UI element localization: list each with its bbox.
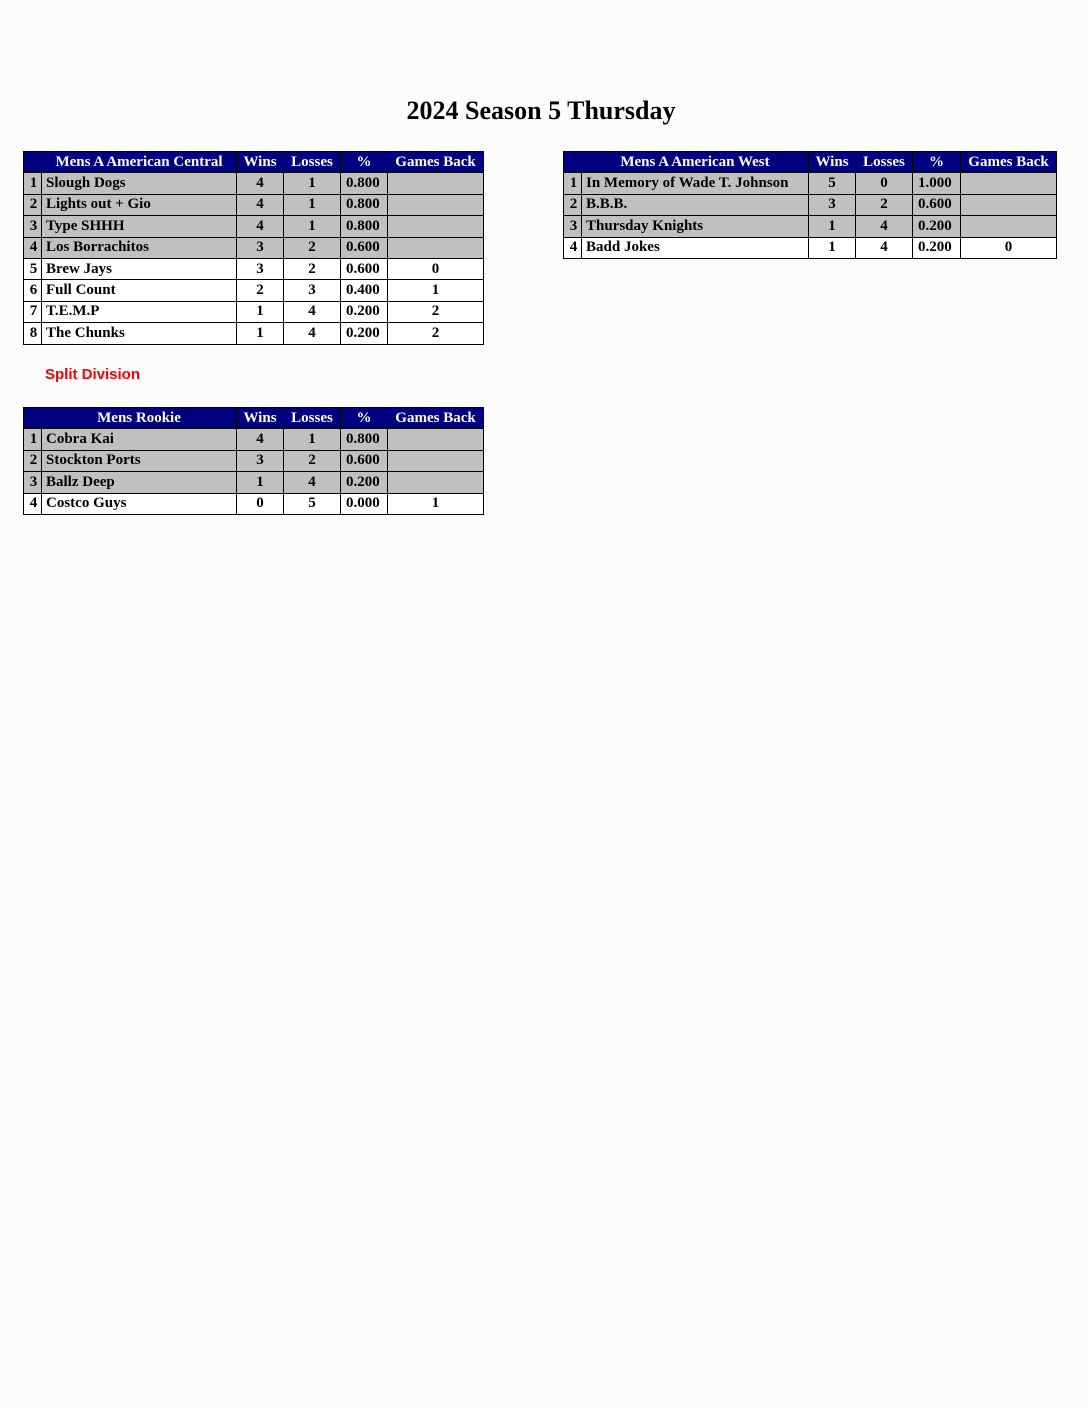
team-name-cell: Badd Jokes	[582, 237, 809, 258]
games-back-cell	[388, 216, 484, 237]
pct-cell: 0.200	[341, 301, 388, 322]
pct-cell: 0.800	[341, 216, 388, 237]
team-name-cell: In Memory of Wade T. Johnson	[582, 173, 809, 194]
rank-cell: 4	[24, 493, 42, 514]
pct-cell: 0.600	[341, 258, 388, 279]
pct-cell: 0.600	[341, 237, 388, 258]
rank-cell: 1	[24, 173, 42, 194]
team-name-cell: T.E.M.P	[42, 301, 237, 322]
games-back-cell: 1	[388, 493, 484, 514]
wins-cell: 4	[237, 429, 284, 450]
rank-cell: 8	[24, 323, 42, 344]
losses-cell: 1	[284, 194, 341, 215]
table-row	[24, 323, 484, 344]
losses-cell: 0	[856, 173, 913, 194]
pct-cell: 0.200	[341, 472, 388, 493]
table-row	[24, 216, 484, 237]
team-name-cell: Type SHHH	[42, 216, 237, 237]
wins-cell: 1	[237, 301, 284, 322]
rank-cell: 6	[24, 280, 42, 301]
rank-cell: 3	[24, 472, 42, 493]
games-back-cell	[961, 194, 1057, 215]
table-row	[24, 472, 484, 493]
table-row	[24, 173, 484, 194]
losses-cell: 4	[284, 301, 341, 322]
games-back-cell: 0	[961, 237, 1057, 258]
pct-cell: 0.200	[913, 216, 961, 237]
table-row	[24, 194, 484, 215]
division-name: Mens Rookie	[42, 408, 237, 429]
losses-cell: 4	[284, 472, 341, 493]
wins-cell: 4	[237, 194, 284, 215]
table-row	[564, 216, 1057, 237]
table-header-row	[564, 152, 1057, 173]
pct-cell: 0.600	[913, 194, 961, 215]
table-row	[24, 280, 484, 301]
rank-cell: 2	[24, 450, 42, 471]
rank-cell: 3	[24, 216, 42, 237]
pct-cell: 0.600	[341, 450, 388, 471]
wins-cell: 5	[809, 173, 856, 194]
losses-cell: 1	[284, 216, 341, 237]
wins-cell: 1	[809, 237, 856, 258]
pct-cell: 0.400	[341, 280, 388, 301]
team-name-cell: Ballz Deep	[42, 472, 237, 493]
wins-cell: 2	[237, 280, 284, 301]
games-back-header: Games Back	[388, 408, 484, 429]
wins-header: Wins	[237, 152, 284, 173]
team-name-cell: Brew Jays	[42, 258, 237, 279]
table-row	[24, 429, 484, 450]
rank-header	[564, 152, 582, 173]
team-name-cell: Stockton Ports	[42, 450, 237, 471]
games-back-cell	[388, 429, 484, 450]
table-row	[24, 493, 484, 514]
games-back-cell	[388, 450, 484, 471]
losses-header: Losses	[856, 152, 913, 173]
rank-cell: 1	[24, 429, 42, 450]
games-back-header: Games Back	[388, 152, 484, 173]
rank-cell: 4	[24, 237, 42, 258]
wins-cell: 1	[809, 216, 856, 237]
games-back-cell: 2	[388, 323, 484, 344]
games-back-cell	[388, 237, 484, 258]
games-back-cell	[961, 216, 1057, 237]
split-division-note: Split Division	[45, 366, 141, 383]
wins-cell: 3	[809, 194, 856, 215]
games-back-cell	[388, 194, 484, 215]
table-row	[24, 301, 484, 322]
games-back-cell	[388, 472, 484, 493]
table-row	[564, 173, 1057, 194]
pct-cell: 0.800	[341, 173, 388, 194]
pct-header: %	[913, 152, 961, 173]
standings-table-rookie	[23, 407, 484, 515]
wins-header: Wins	[237, 408, 284, 429]
losses-cell: 4	[284, 323, 341, 344]
team-name-cell: Full Count	[42, 280, 237, 301]
team-name-cell: Costco Guys	[42, 493, 237, 514]
table-header-row	[24, 152, 484, 173]
wins-cell: 1	[237, 323, 284, 344]
rank-cell: 3	[564, 216, 582, 237]
losses-cell: 2	[284, 450, 341, 471]
losses-cell: 2	[284, 258, 341, 279]
rank-cell: 1	[564, 173, 582, 194]
losses-header: Losses	[284, 152, 341, 173]
losses-header: Losses	[284, 408, 341, 429]
team-name-cell: Cobra Kai	[42, 429, 237, 450]
standings-table-west	[563, 151, 1057, 259]
pct-cell: 0.000	[341, 493, 388, 514]
pct-header: %	[341, 408, 388, 429]
pct-cell: 0.800	[341, 194, 388, 215]
losses-cell: 4	[856, 237, 913, 258]
table-row	[24, 237, 484, 258]
division-name: Mens A American Central	[42, 152, 237, 173]
rank-cell: 5	[24, 258, 42, 279]
losses-cell: 2	[284, 237, 341, 258]
losses-cell: 5	[284, 493, 341, 514]
team-name-cell: Lights out + Gio	[42, 194, 237, 215]
wins-cell: 4	[237, 173, 284, 194]
games-back-cell: 2	[388, 301, 484, 322]
team-name-cell: The Chunks	[42, 323, 237, 344]
table-header-row	[24, 408, 484, 429]
standings-table-central	[23, 151, 484, 345]
games-back-cell	[961, 173, 1057, 194]
rank-cell: 2	[24, 194, 42, 215]
wins-cell: 0	[237, 493, 284, 514]
pct-cell: 1.000	[913, 173, 961, 194]
wins-cell: 3	[237, 450, 284, 471]
rank-cell: 4	[564, 237, 582, 258]
team-name-cell: B.B.B.	[582, 194, 809, 215]
table-row	[24, 258, 484, 279]
rank-header	[24, 152, 42, 173]
losses-cell: 1	[284, 429, 341, 450]
rank-cell: 7	[24, 301, 42, 322]
wins-cell: 3	[237, 258, 284, 279]
losses-cell: 4	[856, 216, 913, 237]
wins-cell: 4	[237, 216, 284, 237]
games-back-cell	[388, 173, 484, 194]
losses-cell: 2	[856, 194, 913, 215]
rank-cell: 2	[564, 194, 582, 215]
losses-cell: 3	[284, 280, 341, 301]
wins-header: Wins	[809, 152, 856, 173]
table-row	[564, 237, 1057, 258]
page-title: 2024 Season 5 Thursday	[406, 96, 676, 125]
table-row	[24, 450, 484, 471]
games-back-header: Games Back	[961, 152, 1057, 173]
team-name-cell: Los Borrachitos	[42, 237, 237, 258]
pct-cell: 0.200	[913, 237, 961, 258]
wins-cell: 3	[237, 237, 284, 258]
team-name-cell: Thursday Knights	[582, 216, 809, 237]
table-row	[564, 194, 1057, 215]
pct-header: %	[341, 152, 388, 173]
games-back-cell: 1	[388, 280, 484, 301]
rank-header	[24, 408, 42, 429]
pct-cell: 0.200	[341, 323, 388, 344]
team-name-cell: Slough Dogs	[42, 173, 237, 194]
games-back-cell: 0	[388, 258, 484, 279]
division-name: Mens A American West	[582, 152, 809, 173]
wins-cell: 1	[237, 472, 284, 493]
pct-cell: 0.800	[341, 429, 388, 450]
losses-cell: 1	[284, 173, 341, 194]
